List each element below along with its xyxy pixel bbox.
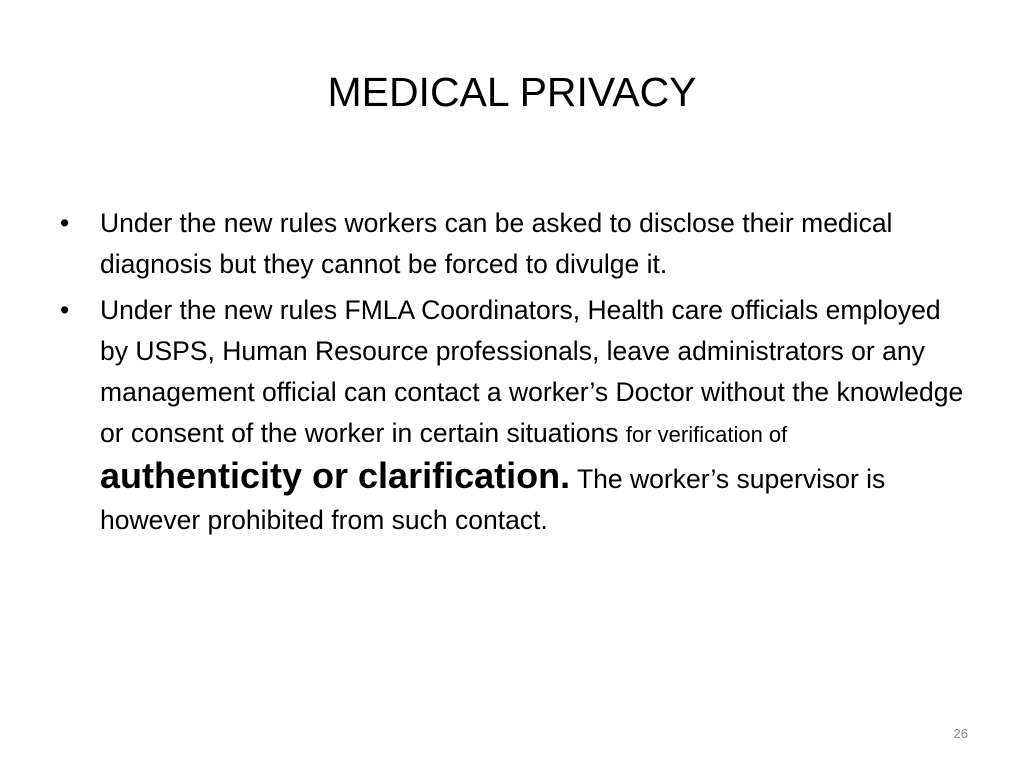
bullet-list bbox=[60, 203, 970, 546]
bullet-text: Under the new rules FMLA Coordinators, Health care officials employed by USPS, Human Resource professionals, leave administrators or any management official can contact a worker’s Doctor without the knowledge or consent of the worker in certain situations bbox=[100, 295, 964, 448]
bullet-marker: • bbox=[60, 295, 70, 325]
bullet-item-doctor-contact bbox=[60, 290, 970, 541]
bullet-marker: • bbox=[60, 208, 70, 238]
bullet-text-small: for verification of bbox=[625, 422, 788, 447]
slide-title: MEDICAL PRIVACY bbox=[327, 69, 697, 115]
bullet-item-disclosure bbox=[60, 203, 970, 285]
bullet-text-emphasis: authenticity or clarification. bbox=[100, 455, 571, 496]
bullet-text: Under the new rules workers can be asked to disclose their medical diagnosis but they cannot be forced to divulge it. bbox=[100, 208, 893, 279]
slide-number: 26 bbox=[953, 726, 968, 741]
bullet-text-continuation: The worker’s supervisor is however prohibited from such contact. bbox=[100, 464, 886, 535]
